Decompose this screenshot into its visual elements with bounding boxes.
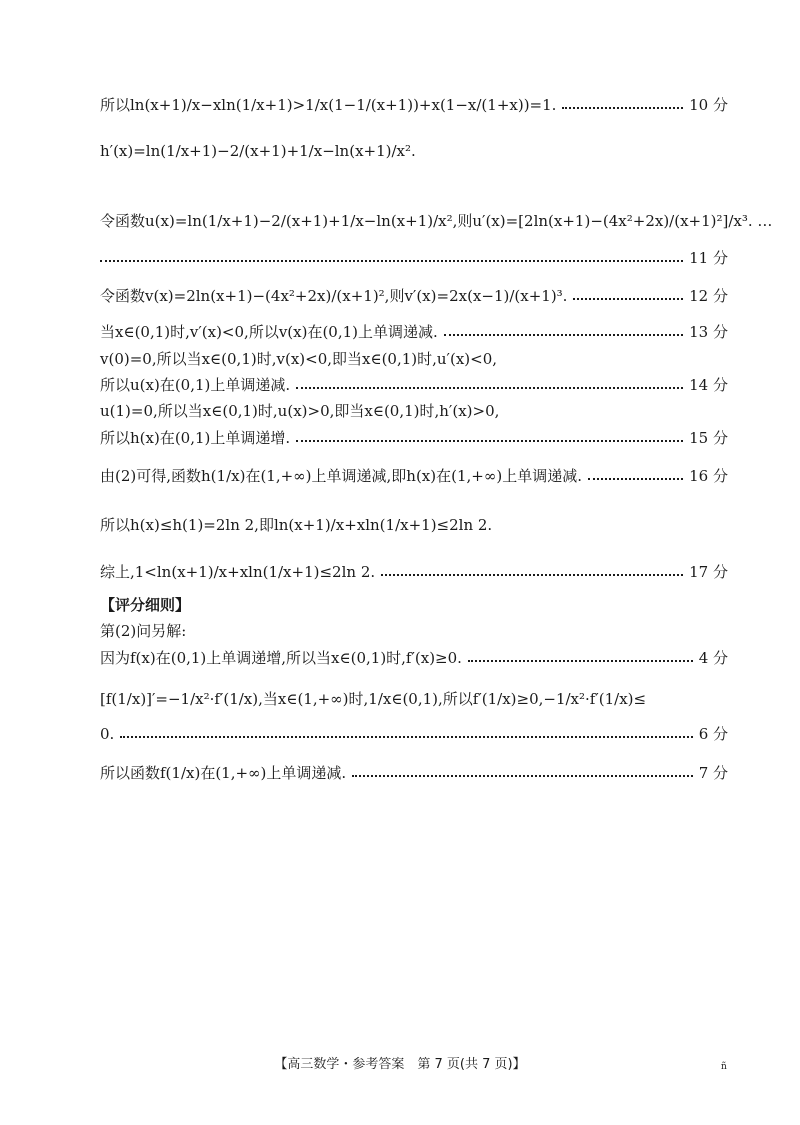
- line-15: [100, 647, 728, 668]
- line-text: u(1)=0,所以当x∈(0,1)时,u(x)>0,即当x∈(0,1)时,h′(x)>0,: [100, 402, 500, 420]
- line-text: 所以h(x)在(0,1)上单调递增.: [100, 429, 291, 447]
- line-9: [100, 400, 728, 421]
- corner-mark: ñ: [721, 1062, 727, 1072]
- line-13: [100, 561, 728, 582]
- line-1: [100, 94, 728, 115]
- leader-dots: [100, 259, 683, 262]
- leader-dots: [296, 439, 683, 442]
- score-label: 15 分: [689, 429, 728, 447]
- leader-dots: [588, 477, 683, 480]
- section-title: 【评分细则】: [100, 596, 191, 614]
- line-text: 综上,1<ln(x+1)/x+xln(1/x+1)≤2ln 2.: [100, 563, 376, 581]
- line-18: [100, 762, 728, 783]
- leader-dots: [573, 297, 683, 300]
- leader-dots: [562, 106, 683, 109]
- score-label: 10 分: [689, 96, 728, 114]
- line-text: 当x∈(0,1)时,v′(x)<0,所以v(x)在(0,1)上单调递减.: [100, 323, 438, 341]
- line-text: 所以ln(x+1)/x−xln(1/x+1)>1/x(1−1/(x+1))+x(1−x/(1+x))=1.: [100, 96, 557, 114]
- line-4: [100, 247, 728, 268]
- score-label: 12 分: [689, 287, 728, 305]
- line-2: [100, 142, 728, 160]
- line-8: [100, 374, 728, 395]
- score-label: 6 分: [698, 725, 728, 743]
- line-11: [100, 465, 728, 486]
- line-6: [100, 321, 728, 342]
- leader-dots: [381, 573, 683, 576]
- line-text: 第(2)问另解:: [100, 622, 187, 640]
- line-text: v(0)=0,所以当x∈(0,1)时,v(x)<0,即当x∈(0,1)时,u′(x)<0,: [100, 350, 498, 368]
- line-14: [100, 620, 728, 641]
- line-text: 令函数v(x)=2ln(x+1)−(4x²+2x)/(x+1)²,则v′(x)=2x(x−1)/(x+1)³.: [100, 287, 568, 305]
- leader-dots: [296, 386, 683, 389]
- score-label: 4 分: [698, 649, 728, 667]
- line-text: 由(2)可得,函数h(1/x)在(1,+∞)上单调递减,即h(x)在(1,+∞)上单调递减.: [100, 467, 582, 485]
- line-12: [100, 514, 728, 535]
- line-text: 因为f(x)在(0,1)上单调递增,所以当x∈(0,1)时,f′(x)≥0.: [100, 649, 462, 667]
- line-17: [100, 723, 728, 744]
- line-text: [f(1/x)]′=−1/x²·f′(1/x),当x∈(1,+∞)时,1/x∈(0,1),所以f′(1/x)≥0,−1/x²·f′(1/x)≤: [100, 690, 647, 708]
- line-7: [100, 348, 728, 369]
- line-text: 所以u(x)在(0,1)上单调递减.: [100, 376, 291, 394]
- score-label: 17 分: [689, 563, 728, 581]
- score-label: 14 分: [689, 376, 728, 394]
- leader-dots: [352, 774, 693, 777]
- leader-dots: [444, 333, 683, 336]
- score-label: 7 分: [698, 764, 728, 782]
- leader-dots: [120, 735, 692, 738]
- leader-dots: [468, 659, 693, 662]
- line-5: [100, 285, 728, 306]
- page-footer: 【高三数学・参考答案 第 7 页(共 7 页)】: [274, 1057, 526, 1072]
- line-10: [100, 427, 728, 448]
- line-3: [100, 210, 773, 231]
- line-text: 0.: [100, 724, 115, 743]
- line-text: 所以h(x)≤h(1)=2ln 2,即ln(x+1)/x+xln(1/x+1)≤2ln 2.: [100, 516, 493, 534]
- score-label: 16 分: [689, 467, 728, 485]
- line-16: [100, 688, 728, 709]
- line-text: h′(x)=ln(1/x+1)−2/(x+1)+1/x−ln(x+1)/x².: [100, 142, 416, 160]
- line-text: 令函数u(x)=ln(1/x+1)−2/(x+1)+1/x−ln(x+1)/x²,则u′(x)=[2ln(x+1)−(4x²+2x)/(x+1)²]/x³. …: [100, 212, 773, 230]
- score-label: 11 分: [689, 249, 728, 267]
- score-label: 13 分: [689, 323, 728, 341]
- line-text: 所以函数f(1/x)在(1,+∞)上单调递减.: [100, 764, 347, 782]
